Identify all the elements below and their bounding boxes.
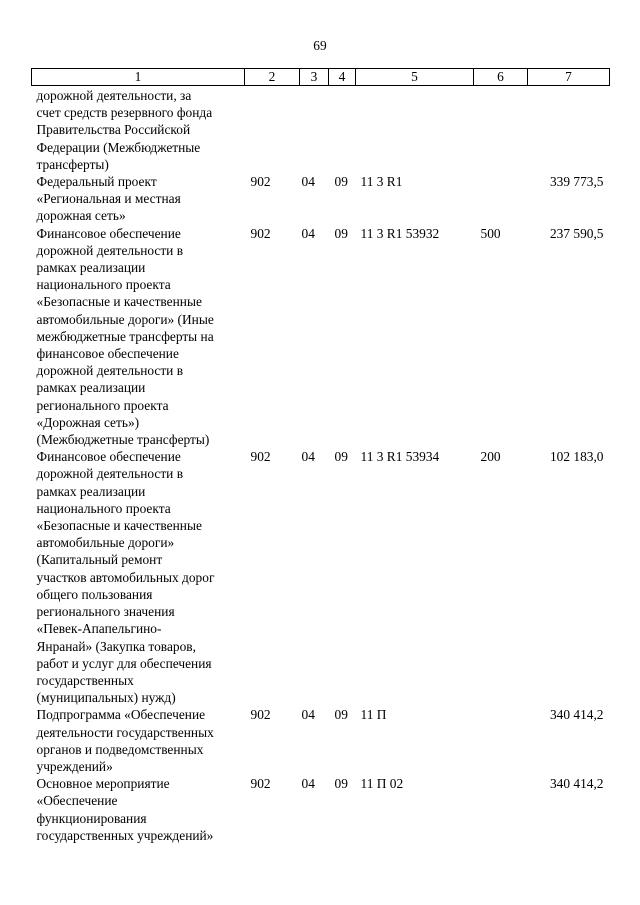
name-line: счет средств резервного фонда <box>36 105 213 121</box>
name-line: дорожной деятельности, за <box>36 88 192 103</box>
row-target: 11 3 R1 53932 <box>360 225 440 241</box>
row-target: 11 3 R1 <box>360 174 403 190</box>
name-line: (Капитальный ремонт <box>36 552 163 568</box>
name-line: Федерации (Межбюджетные <box>36 139 201 155</box>
name-line: участков автомобильных дорог <box>36 569 215 585</box>
table-row <box>32 86 610 174</box>
table-row <box>32 173 610 225</box>
name-line: дорожной деятельности в <box>36 242 184 258</box>
name-line: Подпрограмма «Обеспечение <box>36 707 206 723</box>
header-col-6: 6 <box>474 69 528 86</box>
name-line: Правительства Российской <box>36 122 191 138</box>
name-line: национального проекта <box>36 500 171 516</box>
name-line: Основное мероприятие <box>36 776 170 792</box>
row-ministry: 902 <box>250 449 271 465</box>
name-line: функционирования <box>36 810 147 826</box>
header-col-1: 1 <box>32 69 245 86</box>
row-ministry: 902 <box>250 225 271 241</box>
name-line: деятельности государственных <box>36 724 214 740</box>
name-line: Янранай» (Закупка товаров, <box>36 638 196 654</box>
row-expense-type: 500 <box>480 225 501 241</box>
table-row <box>32 706 610 775</box>
name-line: рамках реализации <box>36 380 146 396</box>
table-header-row <box>32 69 610 86</box>
row-section: 04 <box>301 174 315 190</box>
row-name <box>32 86 245 174</box>
name-line: Финансовое обеспечение <box>36 225 181 241</box>
row-ministry: 902 <box>250 707 271 723</box>
name-line: Финансовое обеспечение <box>36 449 181 465</box>
row-name <box>32 448 245 706</box>
row-ministry: 902 <box>250 174 271 190</box>
row-section: 04 <box>301 776 315 792</box>
name-line: «Обеспечение <box>36 793 118 809</box>
table-row <box>32 775 610 844</box>
name-line: дорожной деятельности в <box>36 363 184 379</box>
table-row <box>32 448 610 706</box>
name-line: межбюджетные трансферты на <box>36 328 214 344</box>
header-col-3: 3 <box>300 69 329 86</box>
name-line: общего пользования <box>36 586 153 602</box>
name-line: национального проекта <box>36 277 171 293</box>
name-line: дорожной деятельности в <box>36 466 184 482</box>
name-line: (муниципальных) нужд) <box>36 690 176 706</box>
row-target: 11 3 R1 53934 <box>360 449 440 465</box>
budget-table <box>31 68 610 844</box>
row-expense-type <box>474 86 528 174</box>
row-target: 11 П 02 <box>360 776 404 792</box>
row-name <box>32 173 245 225</box>
row-section: 04 <box>301 225 315 241</box>
row-amount: 237 590,5 <box>549 225 604 241</box>
row-subsection: 09 <box>334 174 348 190</box>
row-amount: 102 183,0 <box>549 449 604 465</box>
name-line: государственных учреждений» <box>36 827 214 843</box>
table-row <box>32 225 610 449</box>
row-expense-type <box>474 775 528 844</box>
row-subsection: 09 <box>334 776 348 792</box>
name-line: рамках реализации <box>36 483 146 499</box>
name-line: учреждений» <box>36 758 113 774</box>
row-amount <box>528 86 610 174</box>
row-ministry <box>245 86 300 174</box>
name-line: регионального значения <box>36 604 175 620</box>
header-col-2: 2 <box>245 69 300 86</box>
name-line: регионального проекта <box>36 397 169 413</box>
name-line: «Певек-Апапельгино- <box>36 621 162 637</box>
page-number: 69 <box>313 38 327 53</box>
row-amount: 339 773,5 <box>549 174 604 190</box>
row-section <box>300 86 329 174</box>
name-line: органов и подведомственных <box>36 741 204 757</box>
row-ministry: 902 <box>250 776 271 792</box>
row-subsection: 09 <box>334 449 348 465</box>
name-line: «Дорожная сеть») <box>36 414 140 430</box>
header-col-7: 7 <box>528 69 610 86</box>
name-line: финансовое обеспечение <box>36 346 179 362</box>
row-section: 04 <box>301 707 315 723</box>
name-line: рамках реализации <box>36 260 146 276</box>
name-line: трансферты) <box>36 156 109 172</box>
name-line: (Межбюджетные трансферты) <box>36 432 210 448</box>
header-col-4: 4 <box>329 69 356 86</box>
row-expense-type: 200 <box>480 449 501 465</box>
row-subsection: 09 <box>334 707 348 723</box>
row-amount: 340 414,2 <box>549 776 604 792</box>
name-line: Федеральный проект <box>36 174 157 190</box>
name-line: государственных <box>36 672 134 688</box>
name-line: работ и услуг для обеспечения <box>36 655 212 671</box>
row-target: 11 П <box>360 707 387 723</box>
row-expense-type <box>474 706 528 775</box>
row-subsection <box>329 86 356 174</box>
row-target <box>356 86 474 174</box>
row-expense-type <box>474 173 528 225</box>
name-line: автомобильные дороги» <box>36 535 175 551</box>
name-line: «Безопасные и качественные <box>36 294 202 310</box>
row-amount: 340 414,2 <box>549 707 604 723</box>
row-name <box>32 706 245 775</box>
row-section: 04 <box>301 449 315 465</box>
name-line: «Региональная и местная <box>36 191 181 207</box>
header-col-5: 5 <box>356 69 474 86</box>
row-name <box>32 225 245 449</box>
row-name <box>32 775 245 844</box>
name-line: дорожная сеть» <box>36 208 126 224</box>
name-line: «Безопасные и качественные <box>36 518 202 534</box>
name-line: автомобильные дороги» (Иные <box>36 311 214 327</box>
row-subsection: 09 <box>334 225 348 241</box>
